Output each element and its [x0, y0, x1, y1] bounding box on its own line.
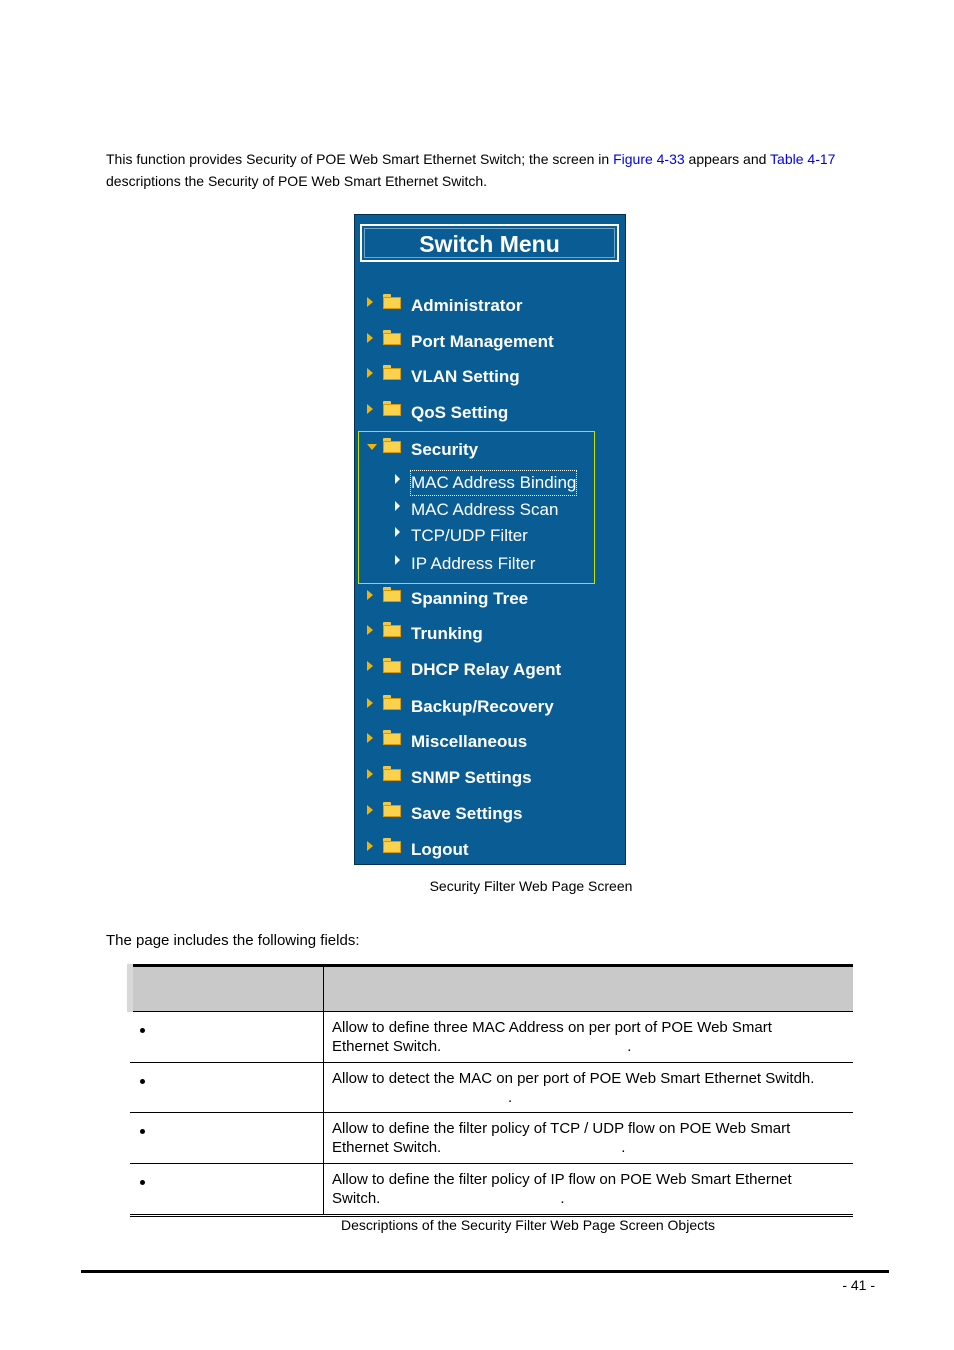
table-row — [130, 1063, 853, 1113]
bullet-arrow-icon — [395, 474, 400, 484]
submenu-label: TCP/UDP Filter — [411, 526, 528, 545]
menu-item-label: Security — [411, 440, 479, 459]
expand-arrow-icon — [367, 333, 373, 343]
figure-link[interactable]: Figure 4-33 — [613, 151, 685, 167]
folder-icon — [383, 802, 401, 817]
table-row — [130, 1012, 853, 1063]
description-line: Allow to detect the MAC on per port of POE Web Smart Ethernet Switdh. — [332, 1070, 815, 1087]
bullet-icon — [140, 1180, 145, 1185]
folder-icon — [383, 365, 401, 380]
menu-item-label: DHCP Relay Agent — [411, 660, 562, 679]
folder-open-icon — [383, 438, 401, 453]
bullet-arrow-icon — [395, 501, 400, 511]
table-row — [130, 1113, 853, 1164]
submenu-label: MAC Address Binding — [411, 471, 576, 495]
description-text: Switch. — [332, 1190, 381, 1207]
switch-menu-screenshot — [354, 214, 626, 865]
description-line-2 — [332, 1037, 845, 1056]
description-cell — [324, 1063, 854, 1113]
description-line-2 — [332, 1189, 845, 1208]
description-line-2 — [332, 1138, 845, 1157]
expand-arrow-icon — [367, 297, 373, 307]
menu-item-label: Save Settings — [411, 804, 523, 823]
intro-text-2: appears and — [684, 151, 771, 167]
folder-icon — [383, 401, 401, 416]
folder-icon — [383, 766, 401, 781]
bullet-arrow-icon — [395, 555, 400, 565]
object-cell — [130, 1063, 324, 1113]
intro-paragraph — [106, 148, 876, 192]
bullet-arrow-icon — [395, 527, 400, 537]
intro-text: This function provides Security of POE Web Smart Ethernet Switch; the screen in — [106, 151, 614, 167]
description-tail: . — [560, 1190, 565, 1207]
folder-icon — [383, 695, 401, 710]
submenu-label: MAC Address Scan — [411, 500, 559, 519]
bullet-icon — [140, 1129, 145, 1134]
expand-arrow-icon — [367, 661, 373, 671]
menu-item-label: VLAN Setting — [411, 367, 520, 386]
menu-title: Switch Menu — [419, 231, 560, 257]
folder-icon — [383, 330, 401, 345]
expand-arrow-icon — [367, 368, 373, 378]
table-row — [130, 1164, 853, 1216]
folder-icon — [383, 838, 401, 853]
description-tail: . — [627, 1038, 632, 1055]
expand-arrow-icon — [367, 733, 373, 743]
expand-arrow-icon — [367, 769, 373, 779]
submenu-label: IP Address Filter — [411, 554, 536, 573]
folder-icon — [383, 622, 401, 637]
menu-item-label: Miscellaneous — [411, 732, 528, 751]
menu-item-label: Port Management — [411, 332, 554, 351]
page-number: - 41 - — [842, 1277, 875, 1293]
description-text: Ethernet Switch. — [332, 1038, 442, 1055]
menu-item-label: Trunking — [411, 624, 483, 643]
menu-item-label: Administrator — [411, 296, 523, 315]
menu-title-box — [360, 224, 619, 262]
description-tail: . — [621, 1139, 626, 1156]
table-header-row — [130, 966, 853, 1012]
object-cell — [130, 1012, 324, 1063]
expand-arrow-icon — [367, 625, 373, 635]
folder-icon — [383, 658, 401, 673]
description-tail: . — [508, 1089, 513, 1106]
intro-text-3: descriptions the Security of POE Web Smart Ethernet Switch. — [106, 173, 488, 189]
menu-item-label: Spanning Tree — [411, 589, 529, 608]
collapse-arrow-icon — [367, 444, 377, 450]
bullet-icon — [140, 1028, 145, 1033]
menu-item-label: QoS Setting — [411, 403, 509, 422]
header-cell-description — [324, 966, 854, 1012]
description-text: Ethernet Switch. — [332, 1139, 442, 1156]
description-line: Allow to define the filter policy of TCP / UDP flow on POE Web Smart — [332, 1120, 791, 1137]
folder-icon — [383, 294, 401, 309]
figure-caption: Security Filter Web Page Screen — [429, 878, 633, 894]
expand-arrow-icon — [367, 404, 373, 414]
bullet-icon — [140, 1079, 145, 1084]
expand-arrow-icon — [367, 590, 373, 600]
description-line: Allow to define three MAC Address on per port of POE Web Smart — [332, 1019, 772, 1036]
menu-item-label: SNMP Settings — [411, 768, 532, 787]
fields-intro: The page includes the following fields: — [106, 932, 360, 949]
description-line: Allow to define the filter policy of IP flow on POE Web Smart Ethernet — [332, 1171, 792, 1188]
menu-item-label: Backup/Recovery — [411, 697, 554, 716]
expand-arrow-icon — [367, 698, 373, 708]
object-cell — [130, 1113, 324, 1164]
description-cell — [324, 1164, 854, 1216]
description-cell — [324, 1012, 854, 1063]
description-cell — [324, 1113, 854, 1164]
fields-table — [127, 964, 853, 1217]
object-cell — [130, 1164, 324, 1216]
header-cell-object — [130, 966, 324, 1012]
expand-arrow-icon — [367, 841, 373, 851]
description-line-2 — [332, 1088, 845, 1107]
footer-divider — [81, 1270, 889, 1273]
table-caption: Descriptions of the Security Filter Web Page Screen Objects — [340, 1217, 715, 1233]
menu-item-label: Logout — [411, 840, 469, 859]
folder-icon — [383, 730, 401, 745]
table-link[interactable]: Table 4-17 — [770, 151, 836, 167]
folder-icon — [383, 587, 401, 602]
expand-arrow-icon — [367, 805, 373, 815]
